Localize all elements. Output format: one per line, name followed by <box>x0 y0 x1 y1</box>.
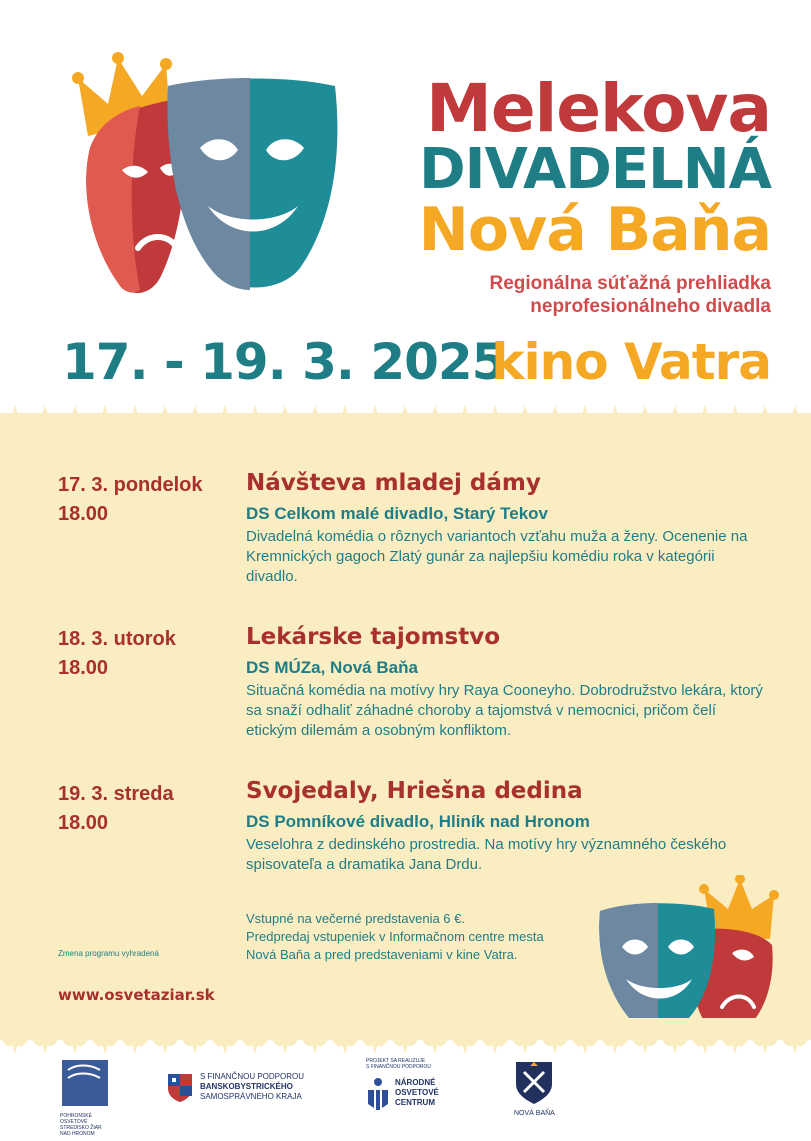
event-1-time: 18.00 <box>58 503 109 525</box>
sponsor-3-line-2: OSVETOVÉ <box>395 1088 439 1097</box>
sponsor-pohronske-osvetove-stredisko <box>60 1056 120 1137</box>
theatre-masks-logo <box>60 28 360 328</box>
event-1-day: 17. 3. pondelok <box>58 474 203 496</box>
festival-venue: kino Vatra <box>491 333 771 391</box>
bbsk-coat-of-arms-icon <box>166 1072 194 1102</box>
event-2-description: Situačná komédia na motívy hry Raya Cooneyho. Dobrodružstvo lekára, ktorý sa snaží odhaliť záhadné choroby a tajomstvá v nemocnici, pričom čelí etickým dilemám a osobným konfliktom. <box>246 682 763 739</box>
title-line-1: Melekova <box>426 70 771 147</box>
sponsor-3-top-1: PROJEKT SA REALIZUJE <box>366 1058 426 1064</box>
program-change-note: Zmena programu vyhradená <box>58 949 159 958</box>
subtitle-line-1: Regionálna súťažná prehliadka <box>489 273 771 294</box>
festival-dates: 17. - 19. 3. 2025 <box>62 333 506 391</box>
sponsor-narodne-osvetove-centrum <box>366 1058 486 1110</box>
event-2-time: 18.00 <box>58 657 109 679</box>
event-3-troupe: DS Pomníkové divadlo, Hliník nad Hronom <box>246 812 590 831</box>
event-3-day: 19. 3. streda <box>58 783 174 805</box>
sponsor-4-name: NOVÁ BAŇA <box>514 1110 555 1117</box>
ticket-info-line-3: Nová Baňa a pred predstaveniami v kine Vatra. <box>246 947 518 962</box>
sponsor-nova-bana <box>514 1060 574 1119</box>
sponsor-3-top-2: S FINANČNOU PODPOROU <box>366 1064 432 1070</box>
event-3-title: Svojedaly, Hriešna dedina <box>246 778 583 804</box>
noc-logo-icon <box>366 1076 390 1110</box>
sponsor-bbsk <box>166 1072 326 1102</box>
ticket-info-line-1: Vstupné na večerné predstavenia 6 €. <box>246 911 465 926</box>
scalloped-border-top <box>0 405 811 441</box>
event-2-day: 18. 3. utorok <box>58 628 176 650</box>
title-line-3: Nová Baňa <box>418 195 771 265</box>
sponsor-2-line-2: BANSKOBYSTRICKÉHO <box>200 1082 293 1091</box>
nova-bana-coat-of-arms-icon <box>514 1060 554 1104</box>
corner-masks-illustration <box>592 875 782 1040</box>
scalloped-border-bottom <box>0 1018 811 1054</box>
sponsor-3-line-1: NÁRODNÉ <box>395 1078 436 1087</box>
website-link[interactable]: www.osvetaziar.sk <box>58 986 215 1004</box>
event-3-time: 18.00 <box>58 812 109 834</box>
event-1-title: Návšteva mladej dámy <box>246 470 541 496</box>
ticket-info-line-2: Predpredaj vstupeniek v Informačnom centre mesta <box>246 929 544 944</box>
event-1-description: Divadelná komédia o rôznych variantoch vzťahu muža a ženy. Ocenenie na Kremnických gagoch Zlatý gunár za najlepšiu komédiu roka v kategórii divadlo. <box>246 528 748 585</box>
ticket-info <box>246 910 646 964</box>
event-2-troupe: DS MÚZa, Nová Baňa <box>246 658 418 677</box>
sponsor-2-line-1: S FINANČNOU PODPOROU <box>200 1072 305 1081</box>
event-3-description: Veselohra z dedinského prostredia. Na motívy hry významného českého spisovateľa a dramatika Jana Drdu. <box>246 836 727 873</box>
event-2-title: Lekárske tajomstvo <box>246 624 501 650</box>
subtitle-line-2: neprofesionálneho divadla <box>530 296 771 317</box>
pos-logo-icon <box>60 1056 110 1108</box>
title-line-2: DIVADELNÁ <box>419 137 771 202</box>
sponsor-1-name: POHRONSKÉ OSVETOVÉ STREDISKO ŽIAR NAD HRONOM <box>60 1113 102 1137</box>
sponsor-3-line-3: CENTRUM <box>395 1098 435 1107</box>
sponsor-2-line-3: SAMOSPRÁVNEHO KRAJA <box>200 1092 302 1101</box>
event-1-troupe: DS Celkom malé divadlo, Starý Tekov <box>246 504 549 523</box>
